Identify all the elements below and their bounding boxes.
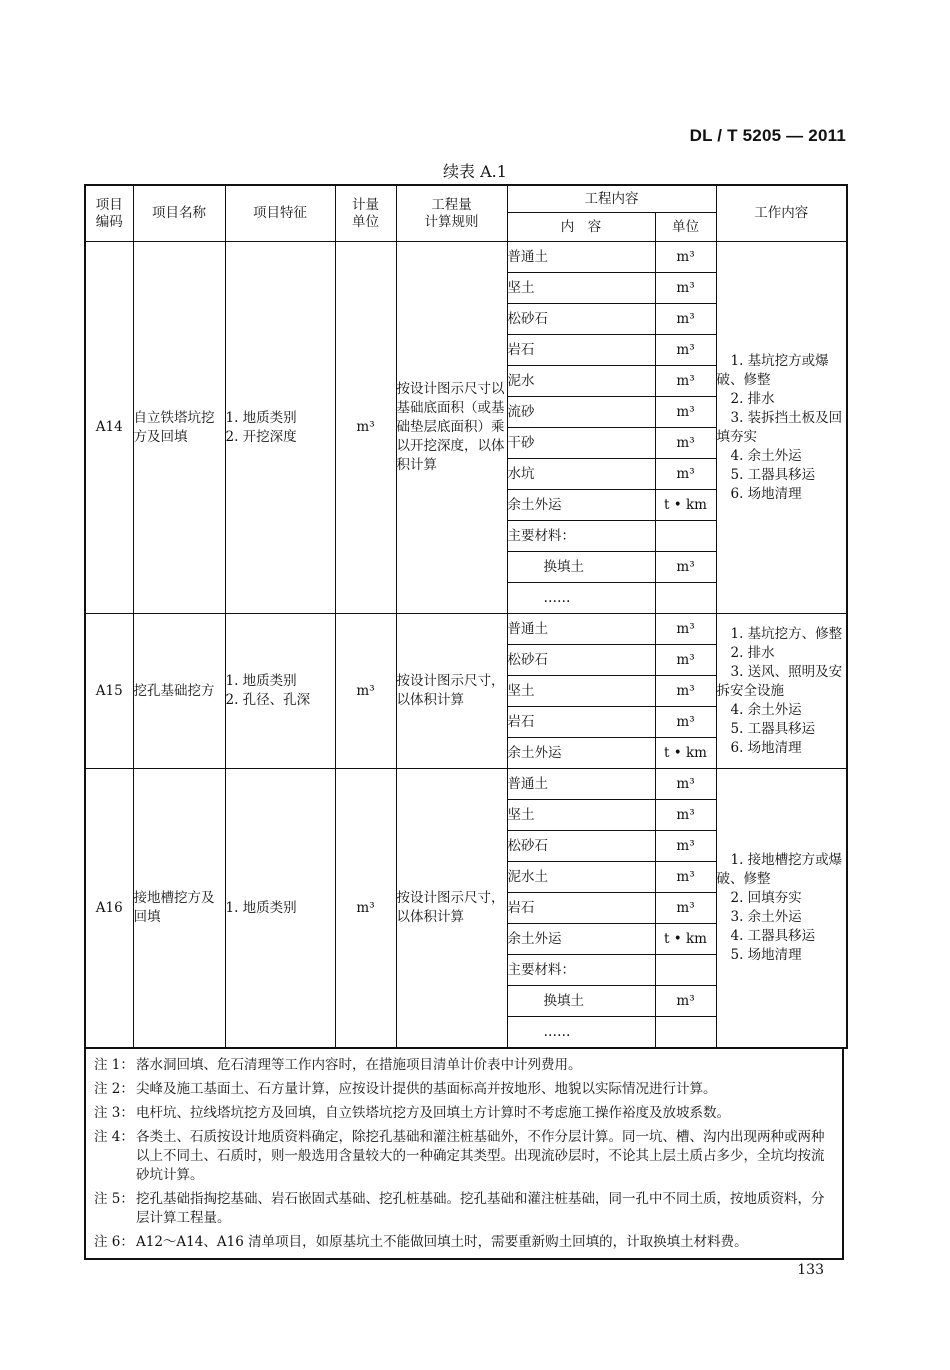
content-item: 主要材料： bbox=[507, 521, 655, 552]
content-unit: m³ bbox=[655, 986, 716, 1017]
item-code: A14 bbox=[85, 242, 133, 614]
col-header-feature: 项目特征 bbox=[225, 185, 335, 242]
item-rule: 按设计图示尺寸以基础底面积（或基础垫层底面积）乘以开挖深度，以体积计算 bbox=[396, 242, 507, 614]
note: 注 3： 电杆坑、拉线塔坑挖方及回填，自立铁塔坑挖方及回填土方计算时不考虑施工操作裕度及放坡系数。 bbox=[94, 1105, 730, 1121]
content-unit: m³ bbox=[655, 242, 716, 273]
content-unit: m³ bbox=[655, 397, 716, 428]
content-unit: t • km bbox=[655, 738, 716, 769]
content-unit: m³ bbox=[655, 645, 716, 676]
content-item: 松砂石 bbox=[507, 304, 655, 335]
content-unit: m³ bbox=[655, 366, 716, 397]
table-row bbox=[85, 769, 847, 800]
content-item: 松砂石 bbox=[507, 831, 655, 862]
content-unit: m³ bbox=[655, 273, 716, 304]
item-work: 1. 基坑挖方或爆破、修整 2. 排水 3. 装拆挡土板及回填夯实 4. 余土外运 5. 工器具移运 6. 场地清理 bbox=[716, 242, 847, 614]
content-unit bbox=[655, 521, 716, 552]
item-rule: 按设计图示尺寸，以体积计算 bbox=[396, 614, 507, 769]
content-item: 水坑 bbox=[507, 459, 655, 490]
content-unit: m³ bbox=[655, 552, 716, 583]
content-item: 坚土 bbox=[507, 800, 655, 831]
content-unit: t • km bbox=[655, 924, 716, 955]
note: 注 5： 挖孔基础指掏挖基础、岩石嵌固式基础、挖孔桩基础。挖孔基础和灌注桩基础，同一孔中不同土质，按地质资料，分层计算工程量。 bbox=[94, 1191, 825, 1226]
item-name: 接地槽挖方及回填 bbox=[133, 769, 225, 1049]
note: 注 1： 落水洞回填、危石清理等工作内容时，在措施项目清单计价表中计列费用。 bbox=[94, 1057, 582, 1073]
item-work: 1. 基坑挖方、修整 2. 排水 3. 送风、照明及安拆安全设施 4. 余土外运 5. 工器具移运 6. 场地清理 bbox=[716, 614, 847, 769]
content-unit: m³ bbox=[655, 459, 716, 490]
note: 注 6： A12～A14、A16 清单项目，如原基坑土不能做回填土时，需要重新购土回填的，计取换填土材料费。 bbox=[94, 1234, 748, 1250]
item-features: 1. 地质类别 2. 开挖深度 bbox=[225, 242, 335, 614]
content-item: 普通土 bbox=[507, 242, 655, 273]
col-header-work: 工作内容 bbox=[716, 185, 847, 242]
content-unit: m³ bbox=[655, 769, 716, 800]
notes-block bbox=[84, 1049, 844, 1260]
bill-of-quantities-table bbox=[84, 184, 848, 1049]
table-title: 续表 A.1 bbox=[443, 162, 507, 181]
col-header-name: 项目名称 bbox=[133, 185, 225, 242]
content-unit: m³ bbox=[655, 862, 716, 893]
content-unit: m³ bbox=[655, 676, 716, 707]
note: 注 4： 各类土、石质按设计地质资料确定，除挖孔基础和灌注桩基础外，不作分层计算。同一坑、槽、沟内出现两种或两种以上不同土、石质时，则一般选用含量较大的一种确定其类型。出现流砂层时，不论其上层土质占多少，全坑均按流砂坑计算。 bbox=[94, 1129, 825, 1183]
standard-code: DL / T 5205 — 2011 bbox=[689, 126, 846, 145]
content-unit bbox=[655, 955, 716, 986]
col-header-code: 项目 编码 bbox=[85, 185, 133, 242]
content-item: 坚土 bbox=[507, 676, 655, 707]
note: 注 2： 尖峰及施工基面土、石方量计算，应按设计提供的基面标高并按地形、地貌以实际情况进行计算。 bbox=[94, 1081, 717, 1097]
content-item: 泥水土 bbox=[507, 862, 655, 893]
content-item: 泥水 bbox=[507, 366, 655, 397]
item-code: A15 bbox=[85, 614, 133, 769]
col-header-content-group: 工程内容 bbox=[507, 185, 716, 213]
item-features: 1. 地质类别 bbox=[225, 769, 335, 1049]
content-item: 松砂石 bbox=[507, 645, 655, 676]
item-work: 1. 接地槽挖方或爆破、修整 2. 回填夯实 3. 余土外运 4. 工器具移运 5. 场地清理 bbox=[716, 769, 847, 1049]
content-item: 干砂 bbox=[507, 428, 655, 459]
content-unit: m³ bbox=[655, 428, 716, 459]
content-unit: m³ bbox=[655, 893, 716, 924]
item-name: 自立铁塔坑挖方及回填 bbox=[133, 242, 225, 614]
content-item: 坚土 bbox=[507, 273, 655, 304]
content-unit bbox=[655, 1017, 716, 1049]
content-item: …… bbox=[507, 1017, 655, 1049]
content-unit: m³ bbox=[655, 335, 716, 366]
item-features: 1. 地质类别 2. 孔径、孔深 bbox=[225, 614, 335, 769]
col-header-content-unit: 单位 bbox=[655, 213, 716, 242]
page-number: 133 bbox=[797, 1262, 824, 1278]
content-item: 普通土 bbox=[507, 614, 655, 645]
content-item: 流砂 bbox=[507, 397, 655, 428]
content-item: 换填土 bbox=[507, 552, 655, 583]
item-rule: 按设计图示尺寸，以体积计算 bbox=[396, 769, 507, 1049]
content-unit: m³ bbox=[655, 614, 716, 645]
content-item: 岩石 bbox=[507, 335, 655, 366]
content-unit: m³ bbox=[655, 304, 716, 335]
item-code: A16 bbox=[85, 769, 133, 1049]
content-item: 余土外运 bbox=[507, 738, 655, 769]
content-unit: t • km bbox=[655, 490, 716, 521]
content-item: 岩石 bbox=[507, 893, 655, 924]
content-item: 换填土 bbox=[507, 986, 655, 1017]
col-header-unit: 计量 单位 bbox=[335, 185, 396, 242]
content-unit: m³ bbox=[655, 831, 716, 862]
content-item: 主要材料： bbox=[507, 955, 655, 986]
col-header-content: 内 容 bbox=[507, 213, 655, 242]
content-item: 普通土 bbox=[507, 769, 655, 800]
content-item: …… bbox=[507, 583, 655, 614]
content-item: 余土外运 bbox=[507, 924, 655, 955]
content-item: 余土外运 bbox=[507, 490, 655, 521]
item-name: 挖孔基础挖方 bbox=[133, 614, 225, 769]
item-unit: m³ bbox=[335, 769, 396, 1049]
content-unit: m³ bbox=[655, 800, 716, 831]
table-row bbox=[85, 242, 847, 273]
item-unit: m³ bbox=[335, 242, 396, 614]
content-unit bbox=[655, 583, 716, 614]
content-item: 岩石 bbox=[507, 707, 655, 738]
table-row bbox=[85, 614, 847, 645]
item-unit: m³ bbox=[335, 614, 396, 769]
content-unit: m³ bbox=[655, 707, 716, 738]
col-header-rule: 工程量 计算规则 bbox=[396, 185, 507, 242]
